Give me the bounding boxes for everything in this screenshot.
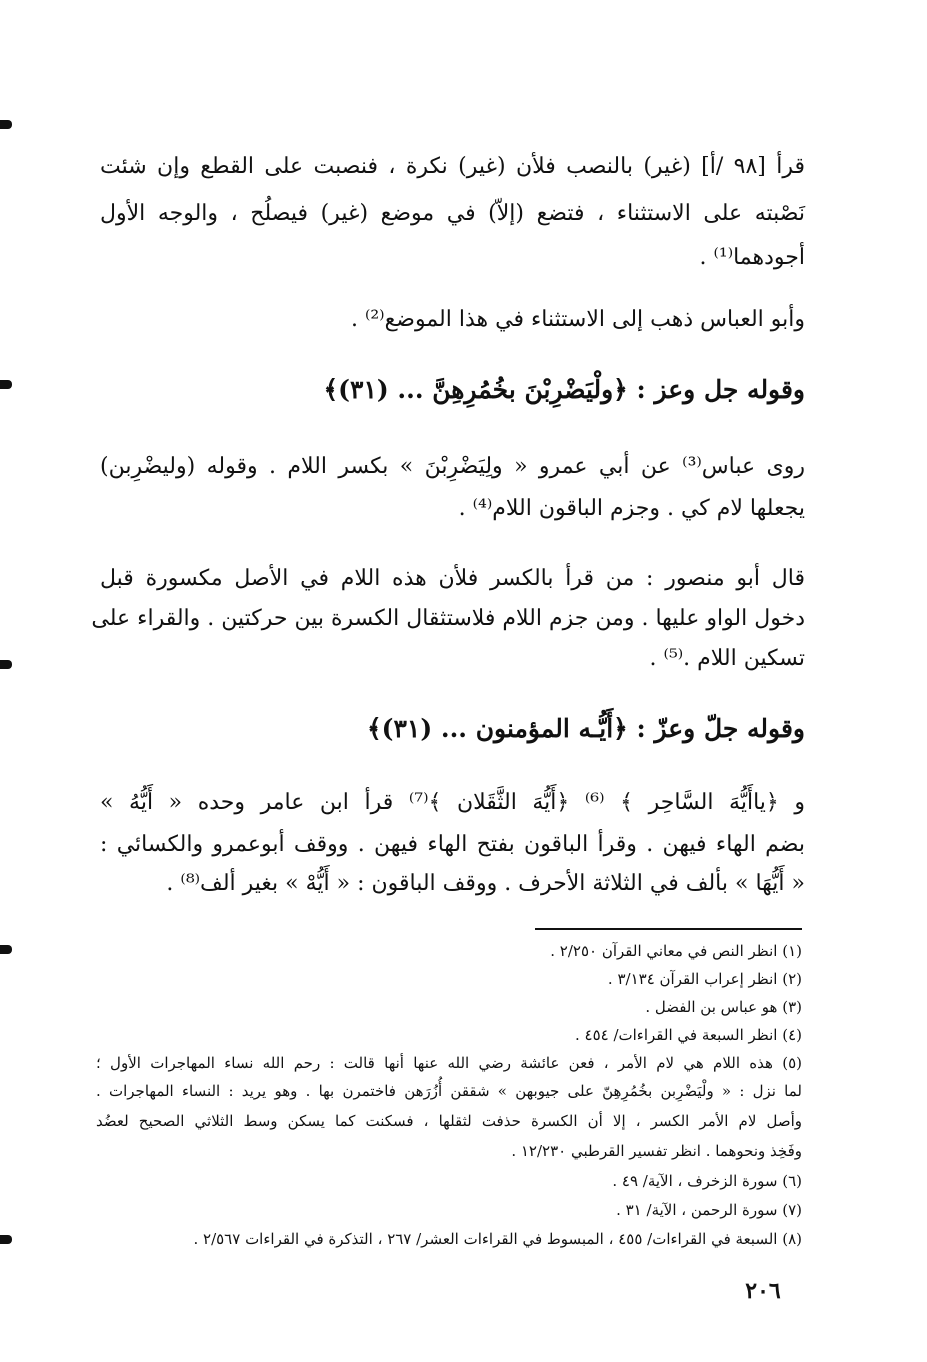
- body-line: وأبو العباس ذهب إلى الاستثناء في هذا الموضع⁽²⁾ .: [350, 307, 805, 332]
- body-line: أجودهما⁽¹⁾ .: [699, 245, 805, 270]
- footnote: (٥) هذه اللام هي لام الأمر ، فعن عائشة رضي الله عنها أنها قالت : رحم الله نساء المهاجرات الأول ؛: [96, 1054, 802, 1072]
- body-line: دخول الواو عليها . ومن جزم اللام فلاستثقال الكسرة بين حركتين . والقراء على: [91, 606, 805, 631]
- body-line: بضم الهاء فيهن . وقرأ الباقون بفتح الهاء فيهن . ووقف أبوعمرو والكسائي :: [100, 832, 805, 857]
- footnote: وفَخِذ ونحوهما . انظر تفسير القرطبي ١٢/٢٣٠ .: [511, 1142, 802, 1160]
- scan-edge-mark: [0, 380, 12, 389]
- page-number: ٢٠٦: [745, 1278, 781, 1304]
- scan-edge-mark: [0, 660, 12, 669]
- body-line: قال أبو منصور : من قرأ بالكسر فلأن هذه اللام في الأصل مكسورة قبل: [100, 566, 805, 591]
- footnote-separator: [535, 928, 802, 930]
- footnote: (١) انظر النص في معاني القرآن ٢/٢٥٠ .: [550, 942, 802, 960]
- verse-heading: وقوله جل وعز : ﴿ولْيَضْرِبْنَ بخُمُرِهِنَّ ... (٣١)﴾: [323, 375, 805, 404]
- body-line: نَصْبته على الاستثناء ، فتضع (إلاّ) في موضع (غير) فيصلُح ، والوجه الأول: [100, 201, 805, 226]
- footnote: لما نزل : « ولْيَضْرِبن بخُمُرِهِنّ على جيوبهن » شققن أُزُرَهن فاختمرن بها . وهو يريد : النساء المهاجرات .: [96, 1082, 802, 1100]
- scan-edge-mark: [0, 120, 12, 129]
- body-line: روى عباس⁽³⁾ عن أبي عمرو « ولِيَضْرِبْنَ » بكسر اللام . وقوله (وليضْرِبن): [100, 454, 805, 479]
- footnote: (٢) انظر إعراب القرآن ٣/١٣٤ .: [607, 970, 802, 988]
- footnote: (٣) هو عباس بن الفضل .: [645, 998, 802, 1016]
- body-line: يجعلها لام كي . وجزم الباقون اللام⁽⁴⁾ .: [458, 496, 805, 521]
- body-line: تسكين اللام .⁽⁵⁾ .: [649, 646, 805, 671]
- footnote: (٤) انظر السبعة في القراءات/ ٤٥٤ .: [574, 1026, 802, 1044]
- body-line: قرأ [٩٨ /أ] (غير) بالنصب فلأن (غير) نكرة ، فنصبت على القطع وإن شئت: [100, 154, 806, 179]
- footnote: (٧) سورة الرحمن ، الآية/ ٣١ .: [616, 1201, 802, 1219]
- verse-heading: وقوله جلّ وعزّ : ﴿أَيُّـه المؤمنون ... (٣١)﴾: [367, 714, 805, 743]
- footnote: وأصل لام الأمر الكسر ، إلا أن الكسرة حذفت لثقلها ، فسكنت كما يسكن وسط الثلاثي الصحيح لعضُد: [96, 1112, 802, 1130]
- scan-edge-mark: [0, 1235, 12, 1244]
- scan-edge-mark: [0, 945, 12, 954]
- footnote: (٦) سورة الزخرف ، الآية/ ٤٩ .: [612, 1172, 802, 1190]
- body-line: و ﴿ياأَيُّهَ السَّاحِر ﴾ ⁽⁶⁾ ﴿أَيُّهَ الثَّقَلان ﴾⁽⁷⁾ قرأ ابن عامر وحده « أَيُّهُ »: [100, 790, 805, 815]
- footnote: (٨) السبعة في القراءات/ ٤٥٥ ، المبسوط في القراءات العشر/ ٢٦٧ ، التذكرة في القراءات ٢/٥٦٧ .: [193, 1230, 802, 1248]
- body-line: « أَيُّهَا » بألف في الثلاثة الأحرف . ووقف الباقون : « أَيُّهْ » بغير ألف⁽⁸⁾ .: [166, 871, 805, 896]
